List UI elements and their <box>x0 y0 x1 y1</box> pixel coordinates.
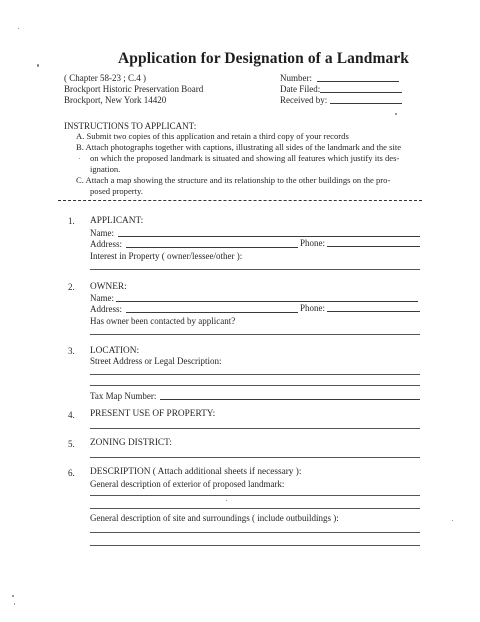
instruction-b-line2: on which the proposed landmark is situated and showing all features which justify its des- <box>90 153 400 163</box>
owner-contacted-field[interactable] <box>90 334 420 335</box>
exterior-description-field-2[interactable] <box>90 508 420 509</box>
instructions-heading: INSTRUCTIONS TO APPLICANT: <box>64 121 197 131</box>
exterior-description-field-1[interactable] <box>90 495 420 496</box>
scan-speck <box>79 158 80 159</box>
form-title: Application for Designation of a Landmark <box>118 50 410 67</box>
section-1-number: 1. <box>68 216 75 226</box>
section-5-heading: ZONING DISTRICT: <box>90 438 172 448</box>
section-6-number: 6. <box>68 468 75 478</box>
section-3-number: 3. <box>68 346 75 356</box>
number-label: Number: <box>280 73 312 83</box>
scan-speck <box>18 28 19 29</box>
number-field[interactable] <box>317 81 399 82</box>
site-description-field-1[interactable] <box>90 532 420 533</box>
section-6-heading: DESCRIPTION ( Attach additional sheets if necessary ): <box>90 467 302 477</box>
site-description-field-2[interactable] <box>90 545 420 546</box>
date-filed-label: Date Filed: <box>280 84 321 94</box>
exterior-description-label: General description of exterior of proposed landmark: <box>90 479 285 489</box>
street-address-label: Street Address or Legal Description: <box>90 356 222 366</box>
section-2-number: 2. <box>68 282 75 292</box>
section-4-heading: PRESENT USE OF PROPERTY: <box>90 409 216 419</box>
section-3-heading: LOCATION: <box>90 346 140 356</box>
applicant-interest-field[interactable] <box>90 269 420 270</box>
applicant-name-label: Name: <box>90 228 114 238</box>
tax-map-label: Tax Map Number: <box>90 391 157 401</box>
section-4-number: 4. <box>68 410 75 420</box>
section-5-number: 5. <box>68 439 75 449</box>
owner-name-label: Name: <box>90 293 114 303</box>
scan-speck <box>395 113 397 115</box>
site-description-label: General description of site and surroundings ( include outbuildings ): <box>90 513 339 523</box>
scan-speck <box>452 520 453 521</box>
owner-name-field[interactable] <box>116 301 418 302</box>
zoning-district-field[interactable] <box>90 457 420 458</box>
section-2-heading: OWNER: <box>90 282 127 292</box>
scan-speck <box>12 595 14 597</box>
instruction-c-line2: posed property. <box>90 186 143 196</box>
applicant-phone-label: Phone: <box>300 238 326 248</box>
instruction-c-line1: C. Attach a map showing the structure and its relationship to the other buildings on the pro- <box>76 175 391 185</box>
owner-contacted-label: Has owner been contacted by applicant? <box>90 316 236 326</box>
applicant-address-label: Address: <box>90 239 122 249</box>
instruction-b-line1: B. Attach photographs together with captions, illustrating all sides of the landmark and the site <box>76 142 402 152</box>
received-by-label: Received by: <box>280 95 328 105</box>
applicant-name-field[interactable] <box>118 236 420 237</box>
chapter-reference: ( Chapter 58-23 ; C.4 ) <box>64 73 146 83</box>
applicant-address-field[interactable] <box>126 247 298 248</box>
board-name: Brockport Historic Preservation Board <box>64 84 204 94</box>
present-use-field[interactable] <box>90 428 420 429</box>
scan-speck <box>37 64 39 67</box>
street-address-field-1[interactable] <box>90 374 420 375</box>
separator-dashed <box>58 200 422 201</box>
owner-address-label: Address: <box>90 304 122 314</box>
applicant-phone-field[interactable] <box>327 246 420 247</box>
owner-phone-field[interactable] <box>327 311 420 312</box>
scan-speck <box>226 500 227 501</box>
instruction-b-line3: ignation. <box>90 164 121 174</box>
scan-speck <box>14 603 15 605</box>
instruction-a: A. Submit two copies of this application and retain a third copy of your records <box>76 131 349 141</box>
street-address-field-2[interactable] <box>90 385 420 386</box>
applicant-interest-label: Interest in Property ( owner/lessee/other ): <box>90 251 243 261</box>
section-1-heading: APPLICANT: <box>90 216 144 226</box>
board-address: Brockport, New York 14420 <box>64 95 167 105</box>
received-by-field[interactable] <box>330 103 402 104</box>
tax-map-field[interactable] <box>160 399 420 400</box>
owner-phone-label: Phone: <box>300 303 326 313</box>
owner-address-field[interactable] <box>126 312 298 313</box>
date-filed-field[interactable] <box>320 92 402 93</box>
